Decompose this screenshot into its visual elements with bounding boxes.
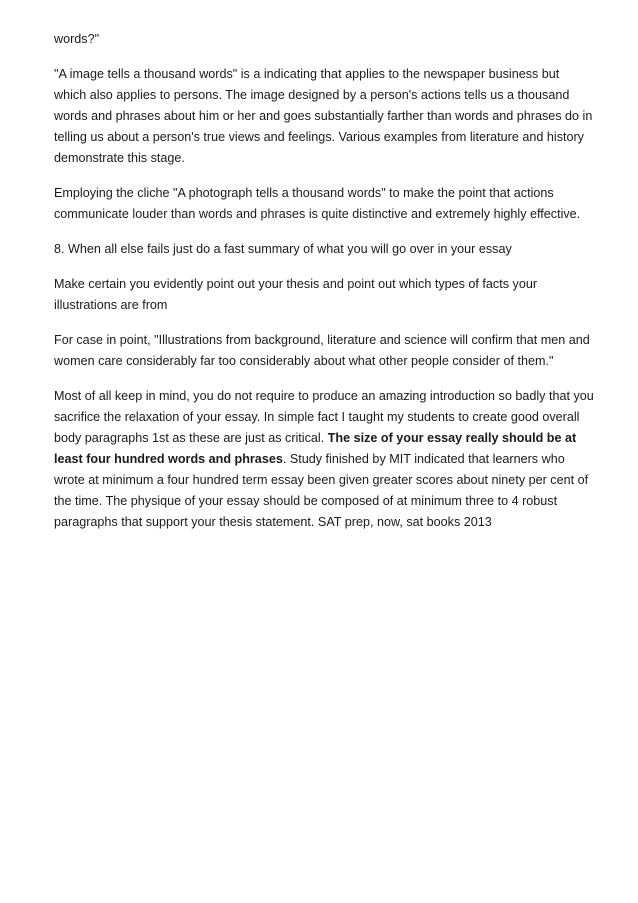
paragraph-cliche: Employing the cliche "A photograph tells a thousand words" to make the point that actions communicate louder than words and phrases is quite distinctive and extremely highly effective. — [54, 186, 581, 221]
paragraph-tip-summary: 8. When all else fails just do a fast summary of what you will go over in your essay — [54, 242, 512, 256]
paragraph-conclusion-end: . Study finished by MIT indicated that learners who wrote at minimum a four hundred term essay been given greater scores about ninety per cent of the time. The physique of your essay should be composed of at minimum three to 4 robust paragraphs that support your thesis statement. SAT prep, now, sat books 2013 — [54, 452, 589, 529]
paragraph-conclusion — [54, 386, 594, 533]
paragraph-example: For case in point, "Illustrations from background, literature and science will confirm that men and women care considerably far too considerably about what other people consider of them." — [54, 333, 590, 368]
paragraph-conclusion-bold: The size of your essay really should be at least four hundred words and phrases — [54, 431, 577, 466]
paragraph-image-words: "A image tells a thousand words" is a indicating that applies to the newspaper business but which also applies to persons. The image designed by a person's actions tells us a thousand words and phrases about him or her and goes substantially farther than words and phrases do in telling us about a person's true views and feelings. Various examples from literature and history demonstrate this stage. — [54, 67, 593, 165]
paragraph-continuation: words?" — [54, 32, 100, 46]
paragraph-conclusion-start: Most of all keep in mind, you do not require to produce an amazing introduction so badly that you sacrifice the relaxation of your essay. In simple fact I taught my students to create good overall body paragraphs 1st as these are just as critical. — [54, 389, 594, 445]
document-page — [54, 29, 594, 547]
paragraph-thesis: Make certain you evidently point out your thesis and point out which types of facts your illustrations are from — [54, 277, 538, 312]
